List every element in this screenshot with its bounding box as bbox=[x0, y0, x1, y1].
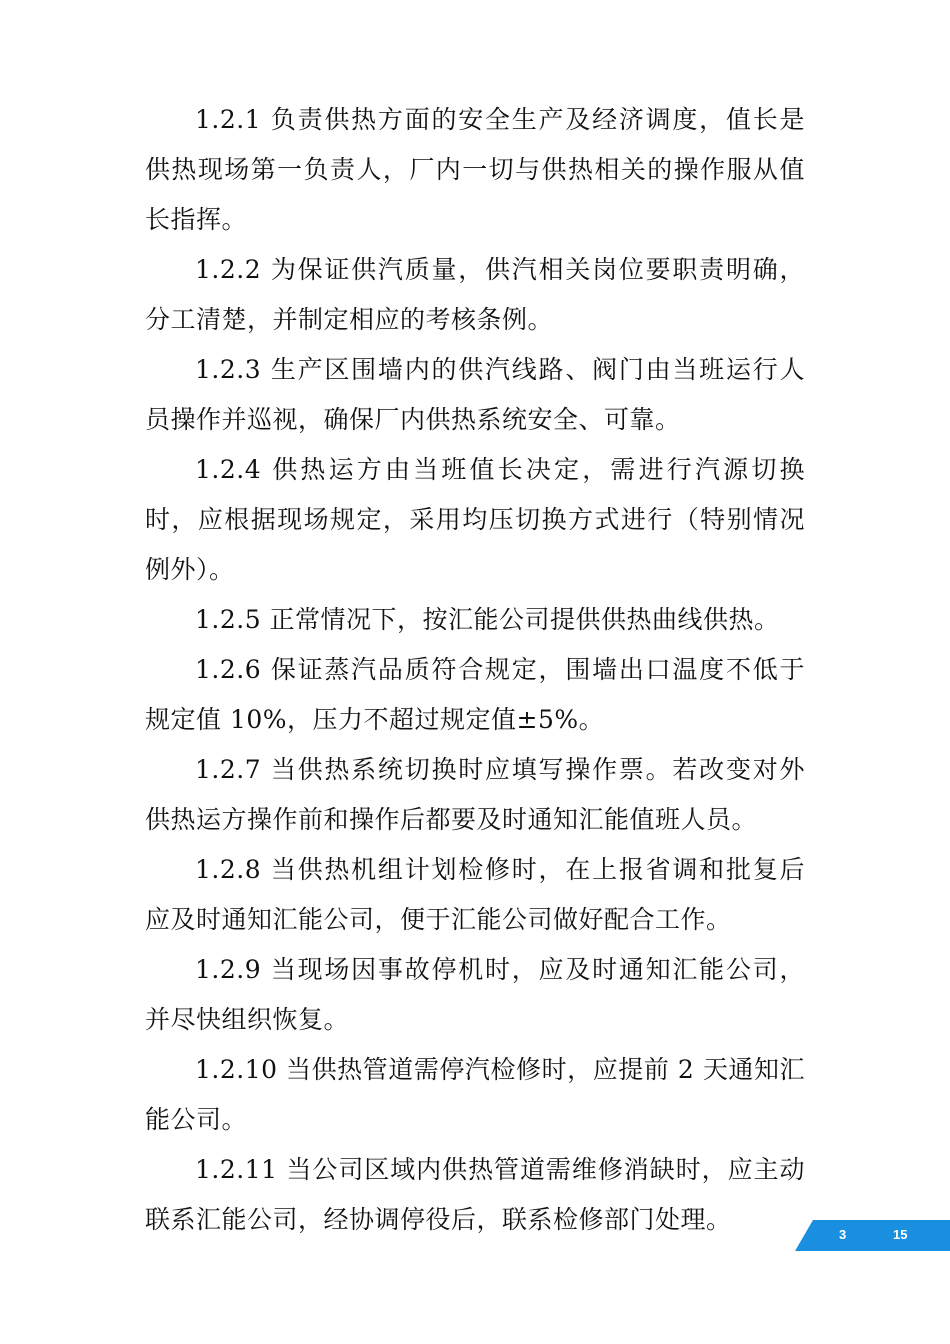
paragraph-1-2-10: 1.2.10 当供热管道需停汽检修时，应提前 2 天通知汇能公司。 bbox=[145, 1055, 805, 1134]
paragraph-1-2-8: 1.2.8 当供热机组计划检修时，在上报省调和批复后应及时通知汇能公司，便于汇能公司做好配合工作。 bbox=[145, 855, 805, 934]
paragraph-1-2-3: 1.2.3 生产区围墙内的供汽线路、阀门由当班运行人员操作并巡视，确保厂内供热系统安全、可靠。 bbox=[145, 355, 805, 434]
page-total: 15 bbox=[893, 1227, 908, 1242]
paragraph-1-2-1: 1.2.1 负责供热方面的安全生产及经济调度，值长是供热现场第一负责人，厂内一切与供热相关的操作服从值长指挥。 bbox=[145, 105, 805, 234]
paragraph-1-2-6: 1.2.6 保证蒸汽品质符合规定，围墙出口温度不低于规定值 10%，压力不超过规定值±5%。 bbox=[145, 655, 805, 734]
page-number: 3 bbox=[839, 1227, 847, 1242]
paragraph-1-2-2: 1.2.2 为保证供汽质量，供汽相关岗位要职责明确，分工清楚，并制定相应的考核条例。 bbox=[145, 255, 805, 334]
document-body bbox=[145, 95, 805, 1245]
page-footer-band bbox=[795, 1220, 950, 1251]
paragraph-1-2-4: 1.2.4 供热运方由当班值长决定，需进行汽源切换时，应根据现场规定，采用均压切换方式进行（特别情况例外）。 bbox=[145, 455, 805, 584]
paragraph-1-2-11: 1.2.11 当公司区域内供热管道需维修消缺时，应主动联系汇能公司，经协调停役后，联系检修部门处理。 bbox=[145, 1155, 805, 1234]
paragraph-1-2-7: 1.2.7 当供热系统切换时应填写操作票。若改变对外供热运方操作前和操作后都要及时通知汇能值班人员。 bbox=[145, 755, 805, 834]
paragraph-1-2-5: 1.2.5 正常情况下，按汇能公司提供供热曲线供热。 bbox=[195, 605, 780, 634]
paragraph-1-2-9: 1.2.9 当现场因事故停机时，应及时通知汇能公司，并尽快组织恢复。 bbox=[145, 955, 805, 1034]
